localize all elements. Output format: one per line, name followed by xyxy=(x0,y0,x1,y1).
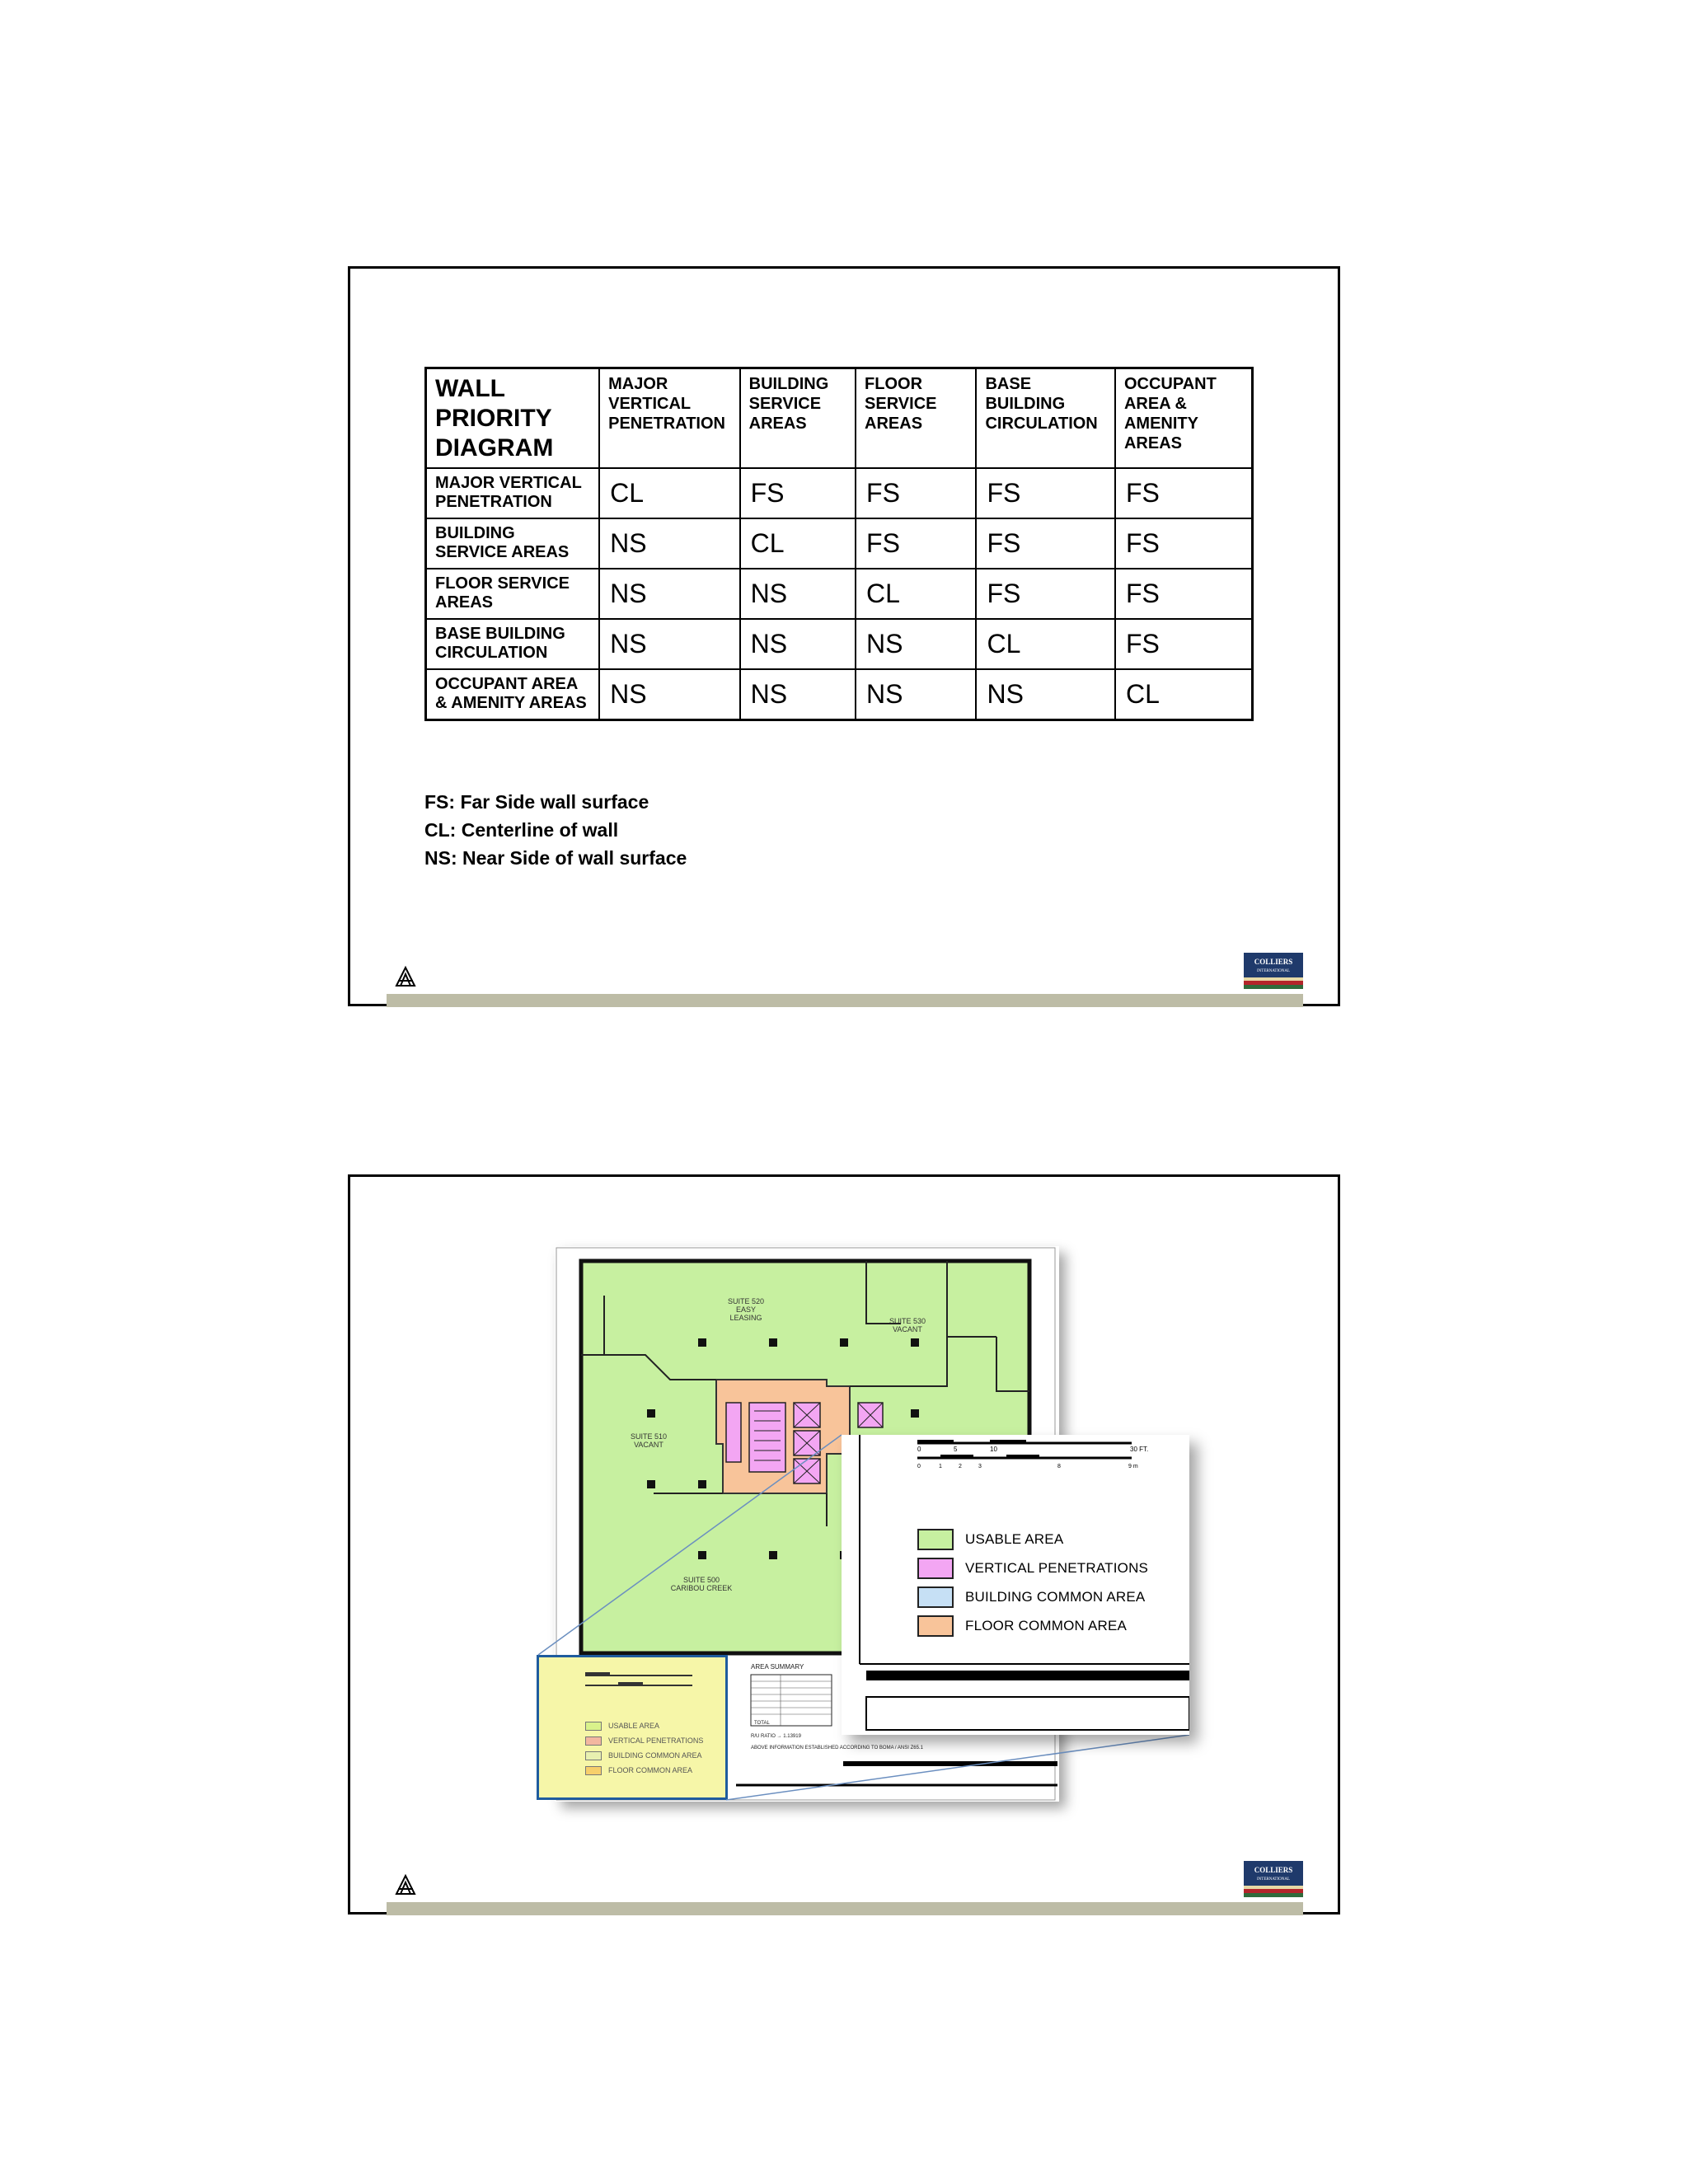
suite-label: SUITE 510 xyxy=(630,1432,668,1441)
scale-tick: 0 xyxy=(917,1446,921,1453)
row-header: MAJOR VERTICAL PENETRATION xyxy=(426,468,600,518)
legend-swatch xyxy=(917,1529,954,1550)
suite-tenant: VACANT xyxy=(634,1441,663,1449)
zoomed-legend-panel xyxy=(842,1435,1189,1735)
scale-tick: 10 xyxy=(990,1446,997,1453)
legend-usable-area: USABLE AREA xyxy=(917,1529,1063,1550)
area-summary-title: AREA SUMMARY xyxy=(751,1663,804,1671)
table-cell: CL xyxy=(740,518,856,569)
scale-tick: 1 xyxy=(939,1464,942,1469)
svg-text:COLLIERS: COLLIERS xyxy=(1254,1866,1293,1874)
table-cell: FS xyxy=(740,468,856,518)
legend-vertical-penetrations: VERTICAL PENETRATIONS xyxy=(917,1558,1148,1579)
suite-tenant: LEASING xyxy=(729,1314,762,1322)
footer-bar xyxy=(387,1902,1303,1915)
building-logo-icon xyxy=(393,964,418,989)
table-cell: CL xyxy=(856,569,976,619)
legend-building-common-area: BUILDING COMMON AREA xyxy=(917,1586,1145,1608)
table-cell: NS xyxy=(976,669,1115,720)
mini-legend-label: VERTICAL PENETRATIONS xyxy=(608,1736,704,1745)
slide-wall-priority xyxy=(348,266,1340,1006)
table-cell: FS xyxy=(976,569,1115,619)
row-header: BASE BUILDING CIRCULATION xyxy=(426,619,600,669)
summary-total: TOTAL xyxy=(754,1721,770,1726)
table-cell: FS xyxy=(856,468,976,518)
column-header: MAJOR VERTICAL PENETRATION xyxy=(599,368,740,469)
table-title: WALL PRIORITY DIAGRAM xyxy=(426,368,600,469)
scale-tick: 0 xyxy=(917,1464,921,1469)
table-cell: NS xyxy=(856,619,976,669)
legend-swatch xyxy=(917,1558,954,1579)
mini-legend-label: FLOOR COMMON AREA xyxy=(608,1766,693,1774)
footer-bar xyxy=(387,994,1303,1007)
row-header: BUILDING SERVICE AREAS xyxy=(426,518,600,569)
abbreviation-legend xyxy=(424,788,687,872)
suite-tenant: CARIBOU CREEK xyxy=(670,1584,733,1592)
legend-swatch xyxy=(917,1586,954,1608)
scale-tick: 8 xyxy=(1057,1464,1061,1469)
table-cell: FS xyxy=(1115,518,1253,569)
mini-legend-label: BUILDING COMMON AREA xyxy=(608,1751,702,1760)
table-cell: CL xyxy=(976,619,1115,669)
scale-tick: 30 FT. xyxy=(1130,1446,1149,1453)
column-header: OCCUPANT AREA & AMENITY AREAS xyxy=(1115,368,1253,469)
ru-ratio: R/U RATIO → 1.13919 xyxy=(751,1734,801,1739)
table-row xyxy=(426,518,1253,569)
table-cell: NS xyxy=(740,619,856,669)
svg-text:INTERNATIONAL: INTERNATIONAL xyxy=(1257,1877,1290,1882)
table-cell: CL xyxy=(599,468,740,518)
table-cell: NS xyxy=(740,569,856,619)
suite-label: SUITE 520 xyxy=(727,1297,765,1305)
mini-legend-label: USABLE AREA xyxy=(608,1722,660,1730)
scale-tick: 3 xyxy=(978,1464,982,1469)
suite-label: SUITE 530 xyxy=(889,1317,926,1325)
table-cell: FS xyxy=(1115,569,1253,619)
table-cell: FS xyxy=(976,468,1115,518)
scale-tick: 2 xyxy=(959,1464,962,1469)
legend-item: FS: Far Side wall surface xyxy=(424,791,649,813)
building-logo-icon xyxy=(393,1872,418,1897)
table-row xyxy=(426,619,1253,669)
scale-tick: 5 xyxy=(954,1446,958,1453)
table-header-row xyxy=(426,368,1253,469)
table-cell: FS xyxy=(856,518,976,569)
column-header: BUILDING SERVICE AREAS xyxy=(740,368,856,469)
table-cell: CL xyxy=(1115,669,1253,720)
row-header: OCCUPANT AREA & AMENITY AREAS xyxy=(426,669,600,720)
wall-priority-table xyxy=(424,367,1254,721)
colliers-logo xyxy=(1244,953,1303,989)
svg-text:INTERNATIONAL: INTERNATIONAL xyxy=(1257,969,1290,973)
column-header: BASE BUILDING CIRCULATION xyxy=(976,368,1115,469)
table-cell: NS xyxy=(599,569,740,619)
summary-note: ABOVE INFORMATION ESTABLISHED ACCORDING TO BOMA / ANSI Z65.1 xyxy=(751,1746,923,1750)
svg-text:COLLIERS: COLLIERS xyxy=(1254,958,1293,966)
scale-tick: 9 m xyxy=(1128,1464,1138,1469)
table-cell: NS xyxy=(599,669,740,720)
row-header: FLOOR SERVICE AREAS xyxy=(426,569,600,619)
table-cell: NS xyxy=(599,619,740,669)
legend-item: CL: Centerline of wall xyxy=(424,819,619,841)
table-row xyxy=(426,468,1253,518)
table-cell: FS xyxy=(976,518,1115,569)
zoom-scale-and-frame xyxy=(842,1435,1189,1735)
suite-tenant: VACANT xyxy=(893,1325,922,1333)
suite-label: SUITE 500 xyxy=(682,1576,720,1584)
table-row xyxy=(426,669,1253,720)
table-cell: FS xyxy=(1115,619,1253,669)
column-header: FLOOR SERVICE AREAS xyxy=(856,368,976,469)
legend-swatch xyxy=(917,1615,954,1637)
table-cell: NS xyxy=(856,669,976,720)
colliers-logo xyxy=(1244,1861,1303,1897)
legend-floor-common-area: FLOOR COMMON AREA xyxy=(917,1615,1127,1637)
table-cell: NS xyxy=(740,669,856,720)
table-cell: NS xyxy=(599,518,740,569)
legend-item: NS: Near Side of wall surface xyxy=(424,847,687,869)
table-cell: FS xyxy=(1115,468,1253,518)
suite-tenant: EASY xyxy=(735,1305,757,1314)
slide-floor-plan xyxy=(348,1174,1340,1915)
table-row xyxy=(426,569,1253,619)
